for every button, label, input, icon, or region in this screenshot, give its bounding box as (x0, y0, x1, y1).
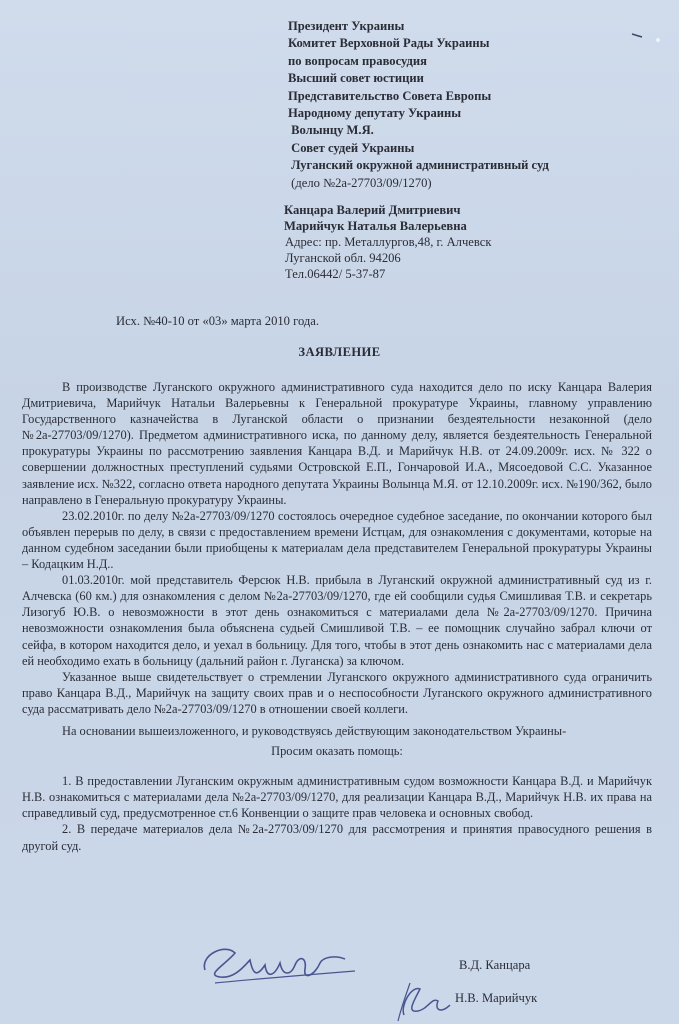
sender-address: Адрес: пр. Металлургов,48, г. Алчевск (285, 235, 492, 249)
addressee-line: Совет судей Украины (288, 140, 415, 155)
addressee-line: Высший совет юстиции (288, 71, 424, 86)
request-item-1: 1. В предоставлении Луганским окружным административным судом возможности Канцара В.Д. и Марийчук Н.В. ознакомиться с материалами дела №2а-27703/09/1270, для реализации Канцара В.Д., Марийчук Н.В. их права на справедливый суд, предусмотренное ст.6 Конвенции о защите прав человека и основных свобод. (22, 774, 652, 821)
signer-1: В.Д. Канцара (459, 958, 531, 972)
addressee-line: по вопросам правосудия (288, 53, 427, 68)
sender-block (284, 202, 491, 282)
pen-mark (630, 28, 670, 48)
sender-phone: Тел.06442/ 5-37-87 (285, 267, 386, 281)
addressee-block (288, 18, 549, 192)
paragraph-5: На основании вышеизложенного, и руководствуясь действующим законодательством Украины- (62, 723, 567, 738)
case-number-line: (дело №2а-27703/09/1270) (288, 175, 432, 190)
addressee-line: Комитет Верховной Рады Украины (288, 36, 490, 51)
addressee-line: Народному депутату Украины (288, 106, 462, 121)
request-heading: Просим оказать помощь: (271, 744, 403, 759)
addressee-line: Представительство Совета Европы (288, 88, 492, 103)
signer-2: Н.В. Марийчук (455, 991, 538, 1005)
request-item-2: 2. В передаче материалов дела №2а-27703/09/1270 для рассмотрения и принятия правосудного решения в другой суд. (22, 822, 652, 853)
paragraph-1: В производстве Луганского окружного административного суда находится дело по иску Канцара Валерия Дмитриевича, Марийчук Натальи Валерьевны к Генеральной прокуратуре Украины, главному управлению Государственного казначейства в Луганской области о признании бездеятельности незаконной (дело №2а-27703/09/1270). Предметом административного иска, по данному делу, является бездеятельность Генеральной прокуратуры Украины по рассмотрению заявления Канцара В.Д. и Марийчук Н.В. от 24.09.2009г. исх. № 322 о совершении должностных преступлений судьями Островской Е.П., Гончаровой И.А., Мясоедовой С.С. Указанное заявление исх. №322, согласно ответа народного депутата Украины Волынца М.Я. от 12.10.2009г. исх. №190/362, было направлено в Генеральную прокуратуру Украины. (22, 380, 652, 507)
signature-kantsara (195, 935, 365, 990)
sender-name-1: Канцара Валерий Дмитриевич (284, 203, 461, 217)
document-body (22, 379, 652, 854)
paragraph-3: 01.03.2010г. мой представитель Ферсюк Н.В. прибыла в Луганский окружной административный суд из г. Алчевска (60 км.) для ознакомления с делом №2а-27703/09/1270, где ей сообщили судья Смишливая Т.В. и секретарь Лизогуб Ю.В. о невозможности в этот день ознакомиться с материалами дела №2а-27703/09/1270. Причина невозможности ознакомления была объяснена судьей Смишливой Т.В. – ее помощник случайно забрал ключи от сейфа, в котором находится дело, и уехал в больницу. Для того, чтобы в этот день ознакомить нас с материалами дела ей необходимо ехать в больницу (дальний район г. Луганска) за ключом. (22, 573, 652, 668)
paragraph-4: Указанное выше свидетельствует о стремлении Луганского окружного административного суда ограничить право Канцара В.Д., Марийчук на защиту своих прав и о неспособности Луганского окружного административного суда рассматривать дело №2а-27703/09/1270 в отношении своей коллеги. (22, 669, 652, 716)
outgoing-reference: Исх. №40-10 от «03» марта 2010 года. (116, 314, 320, 328)
addressee-line: Президент Украины (288, 19, 405, 33)
sender-region: Луганской обл. 94206 (285, 251, 401, 265)
signature-mariychuk (392, 975, 462, 1024)
addressee-line: Луганский окружной административный суд (288, 158, 549, 173)
sender-name-2: Марийчук Наталья Валерьевна (284, 219, 467, 233)
document-title: ЗАЯВЛЕНИЕ (298, 345, 381, 359)
addressee-line: Волынцу М.Я. (288, 123, 374, 138)
paragraph-2: 23.02.2010г. по делу №2а-27703/09/1270 состоялось очередное судебное заседание, по окончании которого был объявлен перерыв по делу, в связи с предоставлением времени Истцам, для ознакомления с документами, которые на данном судебном заседании были приобщены к материалам дела представителем Генеральной прокуратуры Украины – Кодацким Н.Д.. (22, 508, 652, 572)
